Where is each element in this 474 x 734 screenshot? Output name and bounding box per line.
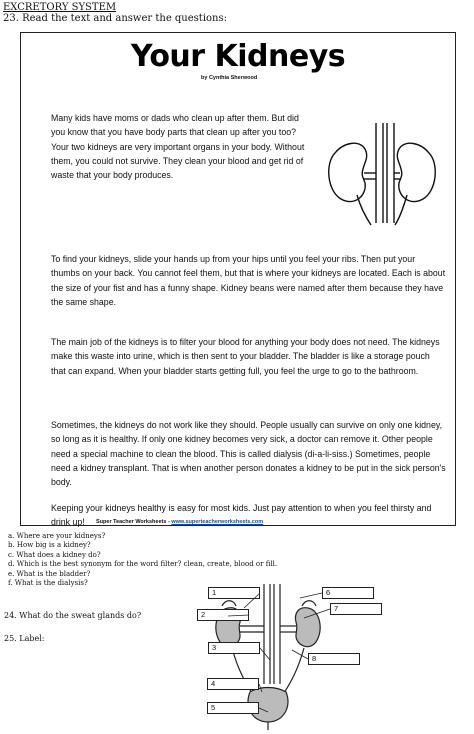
label-box-6[interactable]: 6 bbox=[322, 587, 374, 599]
footer-brand: Super Teacher Worksheets bbox=[96, 519, 167, 525]
label-box-4[interactable]: 4 bbox=[207, 678, 259, 690]
footer-separator: - bbox=[166, 519, 172, 525]
label-box-7[interactable]: 7 bbox=[330, 603, 382, 615]
footer-url[interactable]: www.superteacherworksheets.com bbox=[171, 519, 264, 525]
label-box-3[interactable]: 3 bbox=[208, 642, 260, 654]
question-f: f. What is the dialysis? bbox=[8, 579, 88, 588]
article-byline: by Cynthia Sherwood bbox=[201, 75, 258, 81]
question-25: 25. Label: bbox=[4, 634, 45, 643]
article-paragraph-4: Sometimes, the kidneys do not work like they should. People usually can survive on only one kidney, so long as it is healthy. If only one kidney becomes very sick, a doctor can remove it. Other people need a special machine to clean the blood. This is called dialysis (di-a-li-siss.) Sometimes, people need a kidney transplant. That is when another person donates a kidney to be put in the sick person's body. bbox=[51, 420, 446, 488]
question-23: 23. Read the text and answer the questions: bbox=[3, 13, 227, 24]
question-c: c. What does a kidney do? bbox=[8, 550, 101, 559]
question-d: d. Which is the best synonym for the word filter? clean, create, blood or fill. bbox=[8, 560, 278, 569]
question-b: b. How big is a kidney? bbox=[8, 541, 91, 550]
article-paragraph-5: Keeping your kidneys healthy is easy for most kids. Just pay attention to when you feel thirsty and drink up! bbox=[51, 503, 432, 528]
question-24: 24. What do the sweat glands do? bbox=[4, 611, 142, 620]
article-paragraph-3: The main job of the kidneys is to filter your blood for anything your body does not need. The kidneys make this waste into urine, which is then sent to your bladder. The bladder is like a storage pouch that can expand. When your bladder starts getting full, you feel the urge to go to the bathroom. bbox=[51, 337, 440, 376]
article-panel bbox=[20, 32, 456, 526]
label-box-1[interactable]: 1 bbox=[208, 587, 260, 599]
article-paragraph-1: Many kids have moms or dads who clean up after them. But did you know that you have body parts that clean up after you too? Your two kidneys are very important organs in your body. Without them, you could not survive. They clean your blood and get rid of waste that your body produces. bbox=[51, 113, 305, 181]
article-footer bbox=[96, 519, 263, 525]
worksheet-header bbox=[3, 2, 227, 24]
label-box-5[interactable]: 5 bbox=[207, 702, 259, 714]
label-box-2[interactable]: 2 bbox=[197, 609, 249, 621]
article-title: Your Kidneys bbox=[130, 39, 346, 74]
label-box-8[interactable]: 8 bbox=[308, 653, 360, 665]
question-a: a. Where are your kidneys? bbox=[8, 532, 106, 540]
question-e: e. What is the bladder? bbox=[8, 569, 91, 578]
worksheet-title: EXCRETORY SYSTEM bbox=[3, 2, 117, 13]
article-paragraph-2: To find your kidneys, slide your hands up from your hips until you feel your ribs. Then put your thumbs on your back. You cannot feel them, but that is where your kidneys are located. Each is about the size of your fist and has a funny shape. Kidney beans were named after them because they have the same shape. bbox=[51, 254, 446, 307]
kidneys-illustration bbox=[321, 119, 443, 227]
